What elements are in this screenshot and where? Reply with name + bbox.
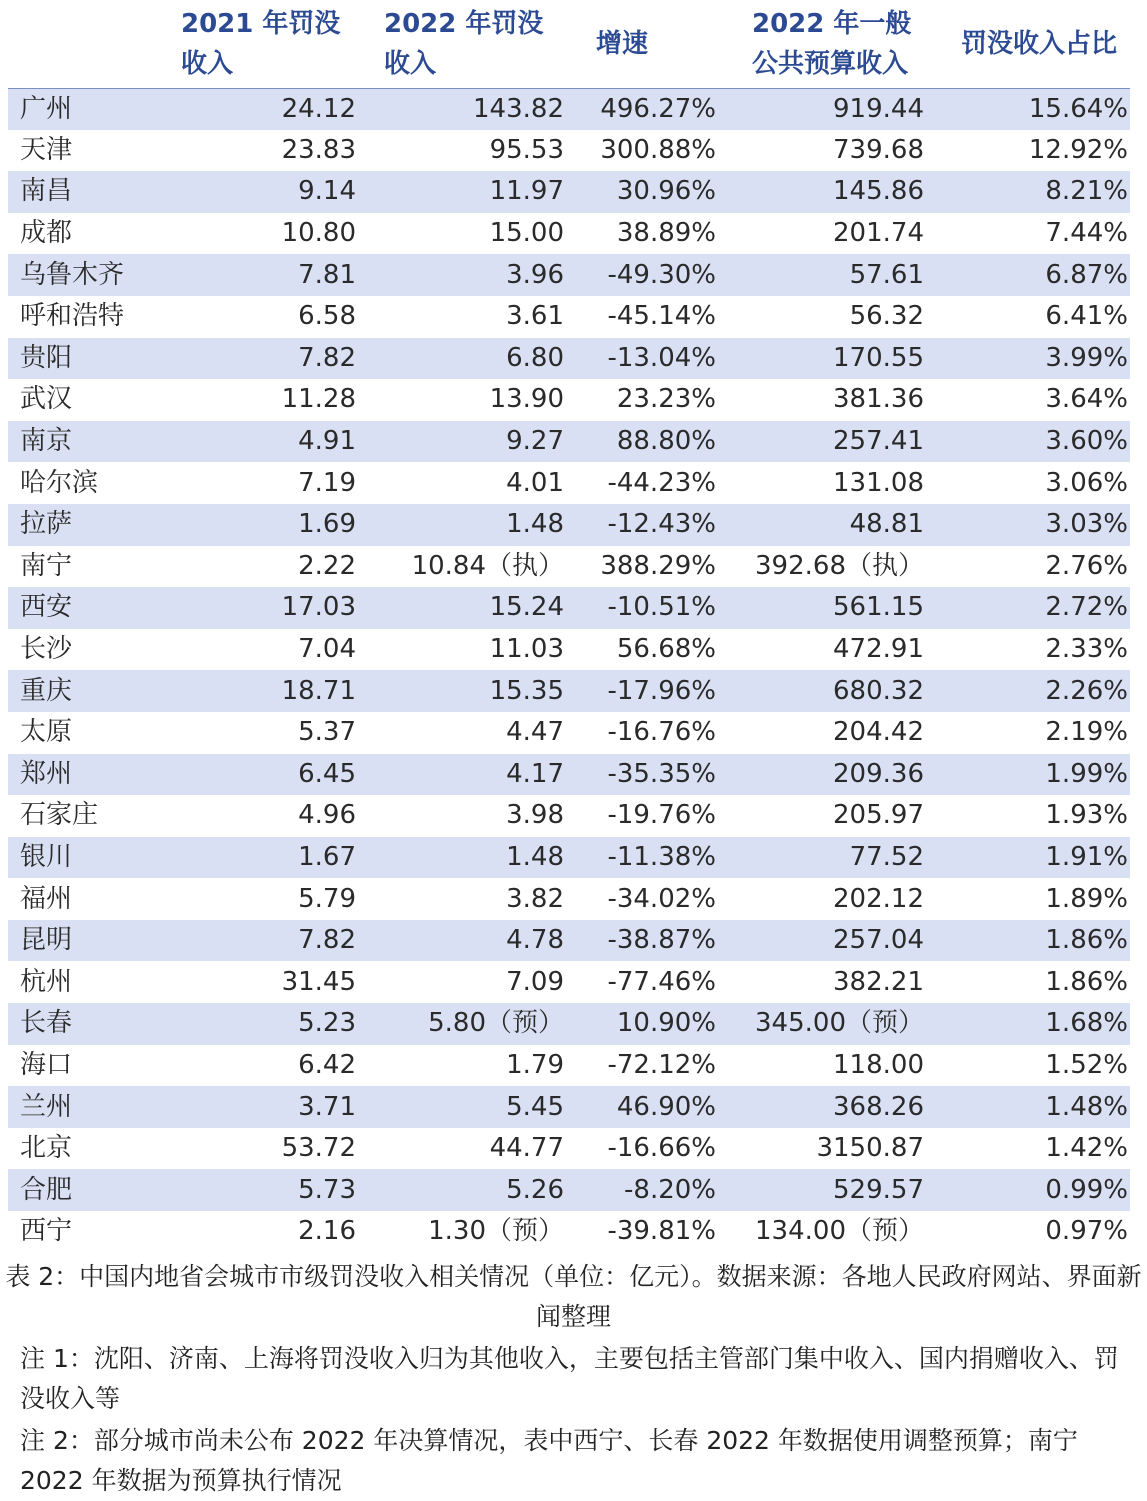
cell-2022-revenue: 1.79: [506, 1049, 564, 1080]
cell-growth: -38.87%: [607, 925, 716, 956]
cell-budget-revenue: 529.57: [833, 1174, 924, 1205]
cell-budget-revenue: 201.74: [833, 218, 924, 249]
cell-growth: -34.02%: [607, 883, 716, 914]
cell-city: 石家庄: [20, 800, 99, 831]
cell-2021-revenue: 11.28: [281, 384, 356, 415]
cell-2022-revenue: 10.84（执）: [411, 550, 564, 581]
cell-2021-revenue: 5.73: [298, 1174, 356, 1205]
cell-2021-revenue: 1.67: [298, 841, 356, 872]
cell-city: 银川: [20, 841, 73, 872]
table-row: [8, 1128, 1130, 1170]
cell-city: 郑州: [20, 758, 73, 789]
cell-share: 1.93%: [1045, 800, 1128, 831]
cell-2022-revenue: 3.96: [506, 259, 564, 290]
cell-share: 7.44%: [1045, 218, 1128, 249]
cell-city: 南昌: [20, 176, 73, 207]
table-caption: 表 2：中国内地省会城市市级罚没收入相关情况（单位：亿元）。数据来源：各地人民政府网站、界面新闻整理: [5, 1262, 1142, 1331]
note-2: 注 2：部分城市尚未公布 2022 年决算情况，表中西宁、长春 2022 年数据使用调整预算；南宁 2022 年数据为预算执行情况: [20, 1426, 1078, 1495]
cell-share: 0.99%: [1045, 1174, 1128, 1205]
table-body: [8, 88, 1130, 1253]
table-row: [8, 795, 1130, 837]
cell-city: 成都: [20, 218, 73, 249]
table-row: [8, 1086, 1130, 1128]
table-row: [8, 1211, 1130, 1253]
cell-budget-revenue: 257.04: [833, 925, 924, 956]
cell-2021-revenue: 24.12: [281, 93, 356, 124]
cell-2021-revenue: 31.45: [281, 966, 356, 997]
cell-city: 哈尔滨: [20, 467, 99, 498]
header-growth: 增速: [570, 0, 722, 88]
revenue-table: [8, 0, 1130, 1253]
cell-share: 15.64%: [1028, 93, 1128, 124]
cell-2022-revenue: 11.97: [489, 176, 564, 207]
cell-city: 西安: [20, 592, 73, 623]
cell-growth: -16.66%: [607, 1133, 716, 1164]
cell-growth: 30.96%: [616, 176, 716, 207]
cell-2021-revenue: 5.37: [298, 717, 356, 748]
header-row: [8, 0, 1130, 88]
cell-2022-revenue: 44.77: [489, 1133, 564, 1164]
cell-2022-revenue: 4.47: [506, 717, 564, 748]
cell-city: 长沙: [20, 634, 73, 665]
header-2021-revenue: 2021 年罚没 收入: [126, 0, 362, 88]
table-row: [8, 920, 1130, 962]
cell-2022-revenue: 4.78: [506, 925, 564, 956]
cell-2022-revenue: 15.00: [489, 218, 564, 249]
cell-2021-revenue: 53.72: [281, 1133, 356, 1164]
table-row: [8, 1045, 1130, 1087]
cell-2022-revenue: 4.17: [506, 758, 564, 789]
cell-growth: 496.27%: [600, 93, 716, 124]
cell-growth: -19.76%: [607, 800, 716, 831]
cell-growth: -39.81%: [607, 1216, 716, 1247]
cell-city: 海口: [20, 1049, 73, 1080]
cell-2021-revenue: 5.23: [298, 1008, 356, 1039]
cell-2022-revenue: 143.82: [473, 93, 564, 124]
cell-growth: 388.29%: [600, 550, 716, 581]
table-row: [8, 379, 1130, 421]
cell-2021-revenue: 7.82: [298, 925, 356, 956]
cell-2022-revenue: 5.80（预）: [428, 1008, 564, 1039]
cell-budget-revenue: 368.26: [833, 1091, 924, 1122]
cell-share: 1.68%: [1045, 1008, 1128, 1039]
cell-budget-revenue: 472.91: [833, 634, 924, 665]
cell-share: 6.87%: [1045, 259, 1128, 290]
cell-budget-revenue: 145.86: [833, 176, 924, 207]
cell-2022-revenue: 11.03: [489, 634, 564, 665]
cell-2021-revenue: 7.82: [298, 342, 356, 373]
cell-growth: 56.68%: [616, 634, 716, 665]
cell-budget-revenue: 56.32: [849, 301, 924, 332]
cell-2022-revenue: 1.48: [506, 841, 564, 872]
table-row: [8, 629, 1130, 671]
cell-budget-revenue: 202.12: [833, 883, 924, 914]
cell-city: 南宁: [20, 550, 73, 581]
cell-budget-revenue: 209.36: [833, 758, 924, 789]
cell-city: 呼和浩特: [20, 301, 125, 332]
cell-share: 2.76%: [1045, 550, 1128, 581]
cell-budget-revenue: 680.32: [833, 675, 924, 706]
cell-2022-revenue: 9.27: [506, 426, 564, 457]
table-row: [8, 462, 1130, 504]
cell-share: 6.41%: [1045, 301, 1128, 332]
cell-2022-revenue: 15.35: [489, 675, 564, 706]
header-budget-revenue: 2022 年一般 公共预算收入: [722, 0, 930, 88]
cell-2021-revenue: 6.58: [298, 301, 356, 332]
cell-2022-revenue: 1.48: [506, 509, 564, 540]
cell-share: 3.06%: [1045, 467, 1128, 498]
cell-2021-revenue: 17.03: [281, 592, 356, 623]
cell-budget-revenue: 204.42: [833, 717, 924, 748]
cell-city: 北京: [20, 1133, 73, 1164]
table-row: [8, 1003, 1130, 1045]
cell-city: 广州: [20, 93, 73, 124]
cell-share: 1.48%: [1045, 1091, 1128, 1122]
table-row: [8, 878, 1130, 920]
cell-budget-revenue: 170.55: [833, 342, 924, 373]
cell-city: 贵阳: [20, 342, 73, 373]
cell-2021-revenue: 23.83: [281, 134, 356, 165]
cell-share: 1.91%: [1045, 841, 1128, 872]
cell-budget-revenue: 134.00（预）: [755, 1216, 924, 1247]
cell-2022-revenue: 13.90: [489, 384, 564, 415]
cell-city: 杭州: [20, 966, 73, 997]
cell-growth: -10.51%: [607, 592, 716, 623]
table-row: [8, 712, 1130, 754]
cell-city: 合肥: [20, 1174, 73, 1205]
cell-growth: -11.38%: [607, 841, 716, 872]
cell-budget-revenue: 131.08: [833, 467, 924, 498]
cell-share: 8.21%: [1045, 176, 1128, 207]
cell-growth: 38.89%: [616, 218, 716, 249]
cell-share: 2.72%: [1045, 592, 1128, 623]
table-row: [8, 296, 1130, 338]
cell-2021-revenue: 10.80: [281, 218, 356, 249]
cell-city: 昆明: [20, 925, 73, 956]
cell-2022-revenue: 1.30（预）: [428, 1216, 564, 1247]
cell-budget-revenue: 3150.87: [816, 1133, 924, 1164]
cell-2022-revenue: 6.80: [506, 342, 564, 373]
cell-share: 2.33%: [1045, 634, 1128, 665]
cell-share: 12.92%: [1028, 134, 1128, 165]
cell-share: 1.86%: [1045, 925, 1128, 956]
cell-city: 长春: [20, 1008, 73, 1039]
cell-growth: 23.23%: [616, 384, 716, 415]
cell-2021-revenue: 2.22: [298, 550, 356, 581]
cell-city: 南京: [20, 426, 73, 457]
cell-budget-revenue: 381.36: [833, 384, 924, 415]
cell-budget-revenue: 345.00（预）: [755, 1008, 924, 1039]
cell-share: 3.64%: [1045, 384, 1128, 415]
cell-share: 1.42%: [1045, 1133, 1128, 1164]
cell-city: 武汉: [20, 384, 73, 415]
cell-2021-revenue: 5.79: [298, 883, 356, 914]
cell-budget-revenue: 257.41: [833, 426, 924, 457]
cell-budget-revenue: 382.21: [833, 966, 924, 997]
table-header: [8, 0, 1130, 88]
cell-share: 3.99%: [1045, 342, 1128, 373]
cell-2022-revenue: 4.01: [506, 467, 564, 498]
cell-2022-revenue: 5.45: [506, 1091, 564, 1122]
table-row: [8, 213, 1130, 255]
table-row: [8, 837, 1130, 879]
cell-2022-revenue: 3.61: [506, 301, 564, 332]
cell-2021-revenue: 2.16: [298, 1216, 356, 1247]
cell-share: 1.99%: [1045, 758, 1128, 789]
cell-city: 西宁: [20, 1216, 73, 1247]
cell-city: 太原: [20, 717, 73, 748]
cell-2022-revenue: 3.82: [506, 883, 564, 914]
cell-2021-revenue: 7.81: [298, 259, 356, 290]
cell-2021-revenue: 6.42: [298, 1049, 356, 1080]
cell-budget-revenue: 919.44: [833, 93, 924, 124]
header-share: 罚没收入占比: [930, 0, 1130, 88]
header-city: [8, 0, 126, 88]
cell-budget-revenue: 48.81: [849, 509, 924, 540]
cell-budget-revenue: 392.68（执）: [755, 550, 924, 581]
cell-share: 0.97%: [1045, 1216, 1128, 1247]
cell-growth: -35.35%: [607, 758, 716, 789]
cell-2022-revenue: 3.98: [506, 800, 564, 831]
cell-2022-revenue: 7.09: [506, 966, 564, 997]
cell-2022-revenue: 15.24: [489, 592, 564, 623]
cell-growth: -17.96%: [607, 675, 716, 706]
cell-growth: -16.76%: [607, 717, 716, 748]
cell-2021-revenue: 4.96: [298, 800, 356, 831]
cell-growth: -72.12%: [607, 1049, 716, 1080]
cell-budget-revenue: 561.15: [833, 592, 924, 623]
cell-growth: -77.46%: [607, 966, 716, 997]
cell-city: 福州: [20, 883, 73, 914]
cell-share: 3.03%: [1045, 509, 1128, 540]
cell-budget-revenue: 739.68: [833, 134, 924, 165]
table-row: [8, 546, 1130, 588]
cell-2022-revenue: 5.26: [506, 1174, 564, 1205]
header-2022-revenue: 2022 年罚没 收入: [362, 0, 570, 88]
cell-growth: 46.90%: [616, 1091, 716, 1122]
cell-growth: -8.20%: [624, 1174, 716, 1205]
cell-2021-revenue: 1.69: [298, 509, 356, 540]
table-row: [8, 670, 1130, 712]
note-1: 注 1：沈阳、济南、上海将罚没收入归为其他收入，主要包括主管部门集中收入、国内捐赠收入、罚没收入等: [20, 1344, 1119, 1413]
cell-city: 天津: [20, 134, 73, 165]
cell-budget-revenue: 205.97: [833, 800, 924, 831]
cell-2021-revenue: 6.45: [298, 758, 356, 789]
cell-growth: -45.14%: [607, 301, 716, 332]
cell-share: 2.26%: [1045, 675, 1128, 706]
cell-growth: -12.43%: [607, 509, 716, 540]
cell-growth: 300.88%: [600, 134, 716, 165]
cell-city: 乌鲁木齐: [20, 259, 125, 290]
table-row: [8, 754, 1130, 796]
cell-share: 2.19%: [1045, 717, 1128, 748]
table-row: [8, 504, 1130, 546]
cell-share: 1.89%: [1045, 883, 1128, 914]
cell-2021-revenue: 4.91: [298, 426, 356, 457]
cell-city: 兰州: [20, 1091, 73, 1122]
cell-growth: -44.23%: [607, 467, 716, 498]
table-row: [8, 171, 1130, 213]
cell-growth: 10.90%: [616, 1008, 716, 1039]
cell-city: 重庆: [20, 675, 73, 706]
cell-growth: 88.80%: [616, 426, 716, 457]
table-row: [8, 254, 1130, 296]
table-row: [8, 421, 1130, 463]
table-row: [8, 587, 1130, 629]
cell-budget-revenue: 77.52: [849, 841, 924, 872]
cell-budget-revenue: 118.00: [833, 1049, 924, 1080]
table-row: [8, 130, 1130, 172]
cell-2021-revenue: 9.14: [298, 176, 356, 207]
cell-growth: -49.30%: [607, 259, 716, 290]
table-row: [8, 338, 1130, 380]
cell-2022-revenue: 95.53: [489, 134, 564, 165]
table-row: [8, 1169, 1130, 1211]
cell-2021-revenue: 18.71: [281, 675, 356, 706]
cell-2021-revenue: 3.71: [298, 1091, 356, 1122]
cell-share: 3.60%: [1045, 426, 1128, 457]
cell-share: 1.52%: [1045, 1049, 1128, 1080]
table-row: [8, 961, 1130, 1003]
cell-city: 拉萨: [20, 509, 73, 540]
cell-share: 1.86%: [1045, 966, 1128, 997]
cell-budget-revenue: 57.61: [849, 259, 924, 290]
cell-2021-revenue: 7.19: [298, 467, 356, 498]
table-row: [8, 88, 1130, 130]
cell-growth: -13.04%: [607, 342, 716, 373]
cell-2021-revenue: 7.04: [298, 634, 356, 665]
